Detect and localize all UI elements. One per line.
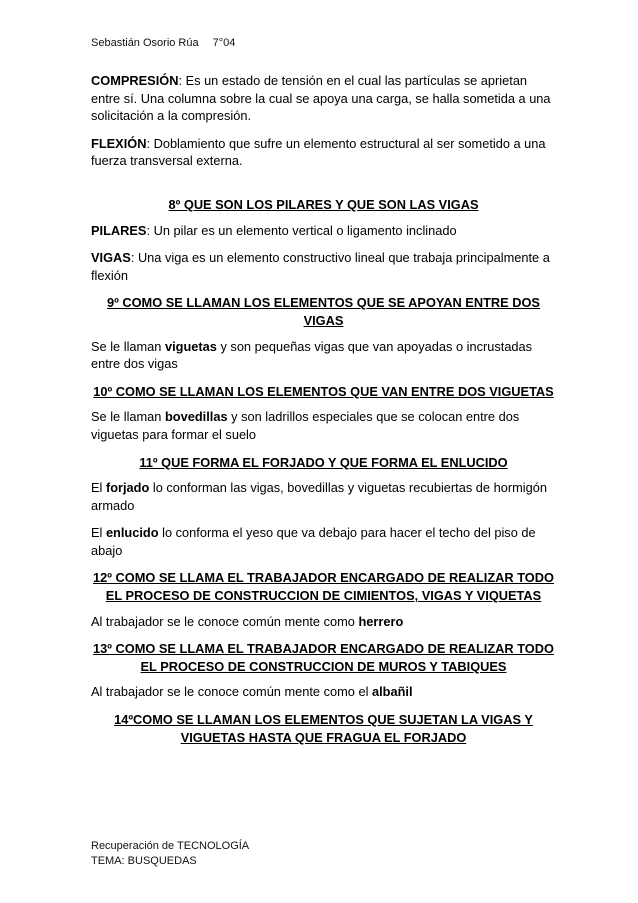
answer-11-enlucido: El enlucido lo conforma el yeso que va debajo para hacer el techo del piso de abajo [91, 525, 536, 558]
document-body [91, 72, 556, 754]
compresion-definition: COMPRESIÓN: Es un estado de tensión en el cual las partículas se aprietan entre sí. Una columna sobre la cual se apoya una carga, se halla sometida a una solicitación a la compresión. [91, 73, 551, 124]
pilares-definition: PILARES: Un pilar es un elemento vertical o ligamento inclinado [91, 222, 457, 238]
question-13-heading: 13º COMO SE LLAMA EL TRABAJADOR ENCARGADO DE REALIZAR TODO EL PROCESO DE CONSTRUCCION DE MUROS Y TABIQUES [93, 641, 554, 674]
question-9-heading: 9º COMO SE LLAMAN LOS ELEMENTOS QUE SE APOYAN ENTRE DOS VIGAS [107, 295, 540, 328]
question-14-heading: 14ºCOMO SE LLAMAN LOS ELEMENTOS QUE SUJETAN LA VIGAS Y VIGUETAS HASTA QUE FRAGUA EL FORJADO [114, 712, 533, 745]
question-8-heading: 8º QUE SON LOS PILARES Y QUE SON LAS VIGAS [168, 196, 479, 212]
flexion-definition: FLEXIÓN: Doblamiento que sufre un elemento estructural al ser sometido a una fuerza transversal externa. [91, 135, 546, 169]
question-12-heading: 12º COMO SE LLAMA EL TRABAJADOR ENCARGADO DE REALIZAR TODO EL PROCESO DE CONSTRUCCION DE CIMIENTOS, VIGAS Y VIQUETAS [93, 570, 554, 604]
answer-11-forjado: El forjado lo conforman las vigas, bovedillas y viguetas recubiertas de hormigón armado [91, 480, 547, 513]
answer-10: Se le llaman bovedillas y son ladrillos especiales que se colocan entre dos viguetas para formar el suelo [91, 409, 520, 442]
pilares-term: PILARES [91, 222, 147, 238]
compresion-term: COMPRESIÓN [91, 73, 179, 88]
answer-13: Al trabajador se le conoce común mente como el albañil [91, 684, 413, 700]
footer-subject: Recuperación de TECNOLOGÍA [91, 840, 250, 852]
question-10-heading: 10º COMO SE LLAMAN LOS ELEMENTOS QUE VAN ENTRE DOS VIGUETAS [93, 383, 554, 399]
question-11-heading: 11º QUE FORMA EL FORJADO Y QUE FORMA EL ENLUCIDO [139, 454, 508, 470]
answer-9: Se le llaman viguetas y son pequeñas vigas que van apoyadas o incrustadas entre dos vigas [91, 338, 533, 372]
page-footer [91, 839, 249, 869]
flexion-term: FLEXIÓN [91, 135, 147, 151]
author-name: Sebastián Osorio Rúa [91, 37, 199, 49]
vigas-term: VIGAS [91, 250, 131, 266]
answer-12: Al trabajador se le conoce común mente como herrero [91, 613, 404, 629]
grade-label: 7°04 [212, 37, 236, 49]
footer-topic: TEMA: BUSQUEDAS [91, 855, 197, 867]
vigas-definition: VIGAS: Una viga es un elemento constructivo lineal que trabaja principalmente a flexión [91, 250, 550, 283]
page-header [91, 37, 235, 49]
